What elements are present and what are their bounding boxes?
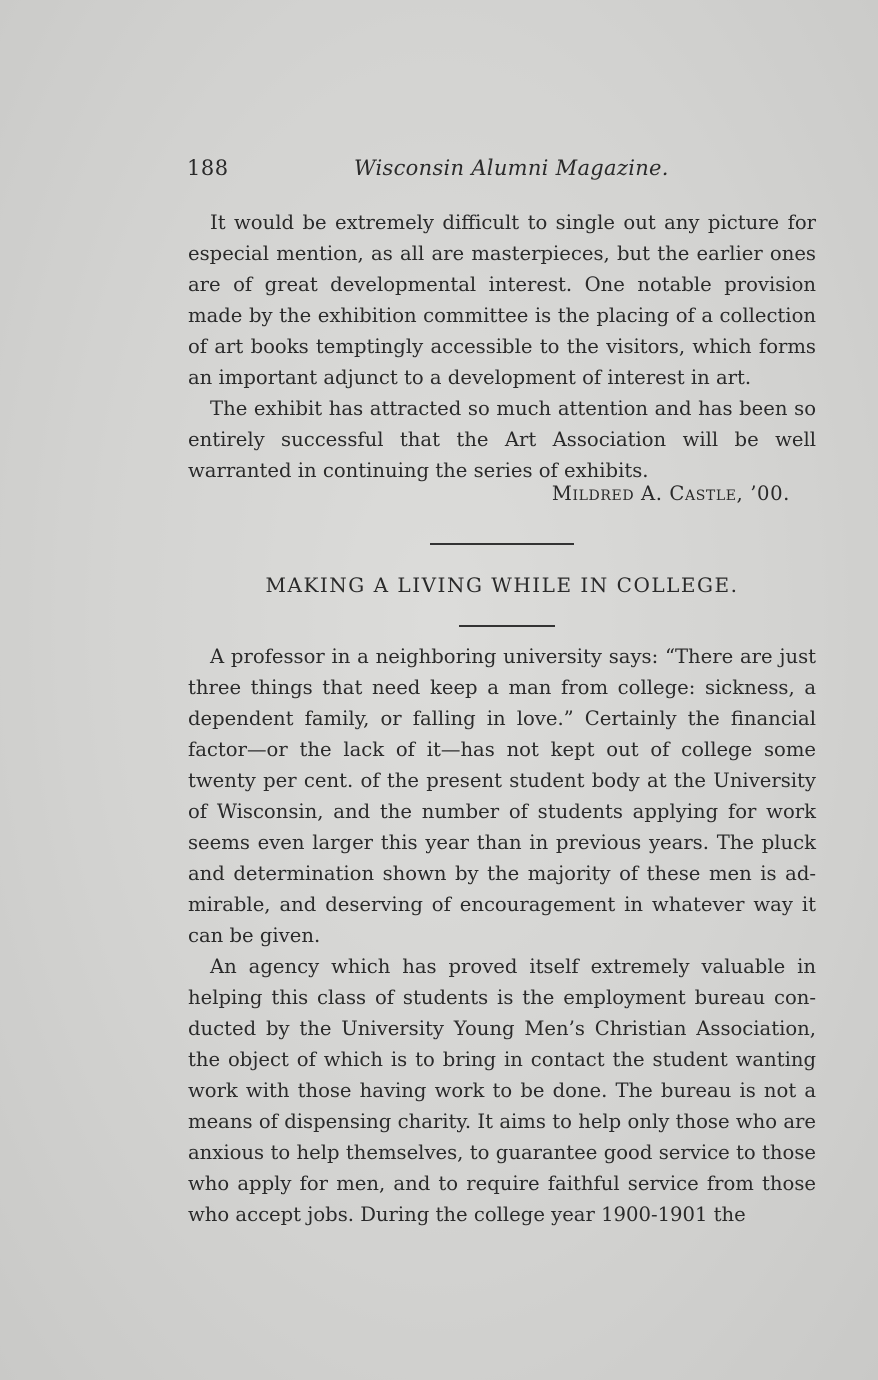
paragraph: A professor in a neighboring university says: “There are just three things that need keep a man from college: sickness, a dependent family, or falling in love.” Certainly the financial factor—or the lack of it—has not kept out of college some twenty per cent. of the present student body at the University of Wisconsin, and the number of students applying for work seems even larger this year than in previous years. The pluck and determination shown by the majority of these men is admirable, and deserving of encouragement in whatever way it can be given. bbox=[188, 645, 816, 947]
article-title: MAKING A LIVING WHILE IN COLLEGE. bbox=[265, 573, 739, 597]
section-divider bbox=[430, 543, 574, 545]
paragraph: The exhibit has attracted so much attention and has been so entirely successful that the Art Association will be well warranted in continuing the series of exhibits. bbox=[188, 397, 816, 482]
title-divider bbox=[459, 625, 555, 627]
author-signature: Mildred A. Castle, ’00. bbox=[551, 482, 790, 505]
previous-article-text bbox=[188, 207, 816, 486]
paragraph: An agency which has proved itself extremely valuable in helping this class of students is the employment bureau conducted by the University Young Men’s Christian Association, the object of which is to bring in contact the student wanting work with those having work to be done. The bureau is not a means of dispensing charity. It aims to help only those who are anxious to help themselves, to guarantee good service to those who apply for men, and to require faithful service from those who accept jobs. During the college year 1900-1901 the bbox=[188, 955, 816, 1226]
running-head bbox=[187, 156, 817, 188]
journal-title: Wisconsin Alumni Magazine. bbox=[354, 156, 669, 180]
page-number: 188 bbox=[187, 156, 229, 180]
article-text bbox=[188, 641, 816, 1230]
paragraph: It would be extremely difficult to single out any picture for especial mention, as all are masterpieces, but the earlier ones are of great developmental interest. One notable provision made by the exhibition committee is the placing of a collection of art books temptingly accessible to the visitors, which forms an important adjunct to a development of interest in art. bbox=[188, 211, 816, 389]
